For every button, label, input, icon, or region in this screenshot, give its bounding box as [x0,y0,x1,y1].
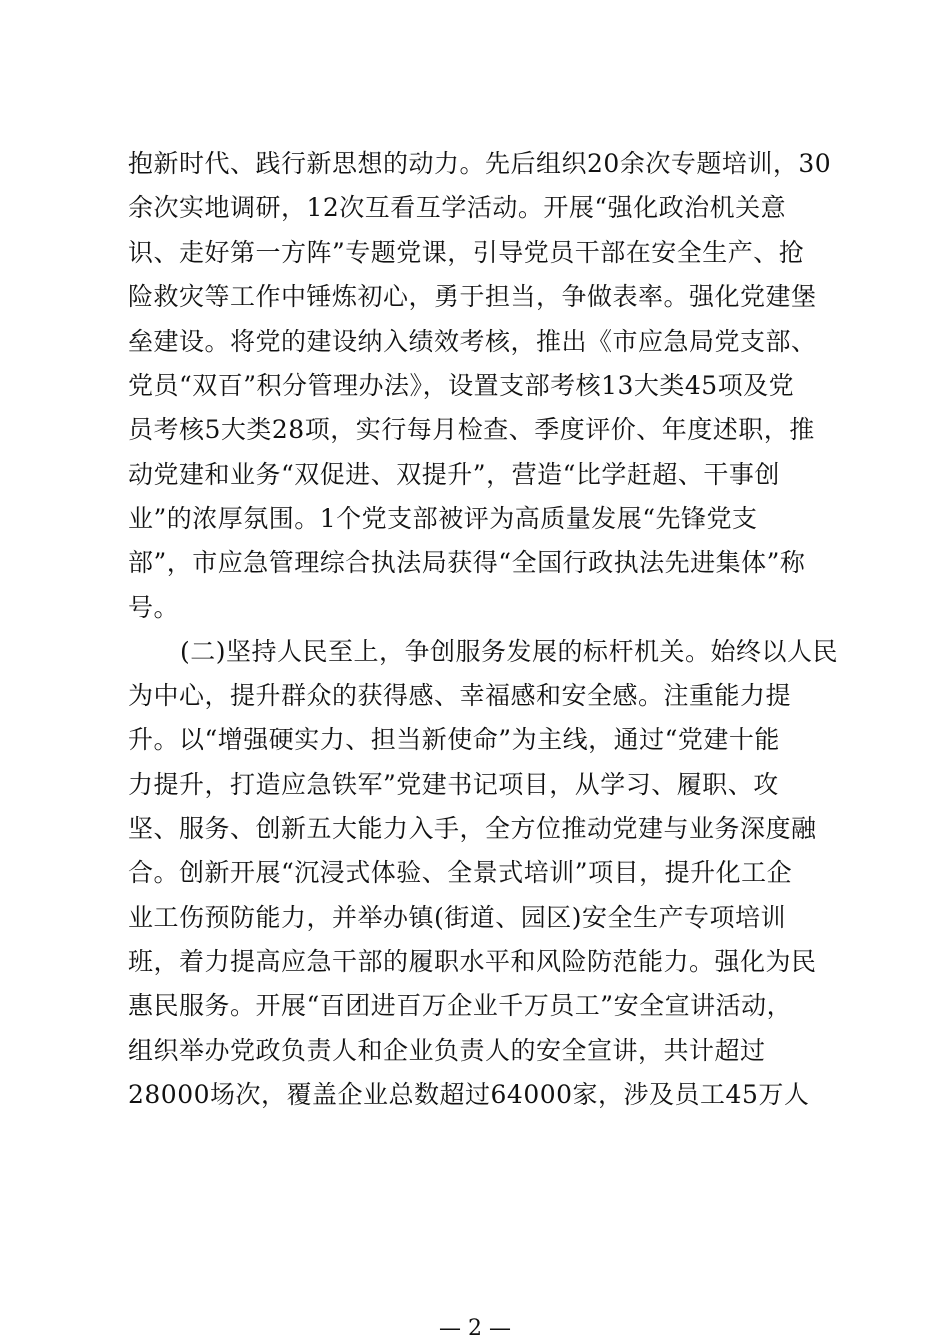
page-number: — 2 — [439,1316,511,1341]
text-line-18: 业工伤预防能力，并举办镇(街道、园区)安全生产专项培训 [128,903,787,932]
text-line-13: 为中心，提升群众的获得感、幸福感和安全感。注重能力提 [128,681,792,710]
text-line-19: 班，着力提高应急干部的履职水平和风险防范能力。强化为民 [128,947,817,976]
text-line-1: 抱新时代、践行新思想的动力。先后组织20余次专题培训，30 [128,149,832,178]
text-line-14: 升。以“增强硬实力、担当新使命”为主线，通过“党建十能 [128,725,780,754]
text-line-11: 号。 [128,593,180,622]
text-line-9: 业”的浓厚氛围。1个党支部被评为高质量发展“先锋党支 [128,504,758,533]
text-line-17: 合。创新开展“沉浸式体验、全景式培训”项目，提升化工企 [128,858,793,887]
text-line-21: 组织举办党政负责人和企业负责人的安全宣讲，共计超过 [128,1036,766,1065]
text-line-4: 险救灾等工作中锤炼初心，勇于担当，争做表率。强化党建堡 [128,282,817,311]
section-heading-line: (二)坚持人民至上，争创服务发展的标杆机关。始终以人民 [180,637,839,666]
text-line-7: 员考核5大类28项，实行每月检查、季度评价、年度述职，推 [128,415,815,444]
text-line-15: 力提升，打造应急铁军”党建书记项目，从学习、履职、攻 [128,770,779,799]
text-line-5: 垒建设。将党的建设纳入绩效考核，推出《市应急局党支部、 [128,327,817,356]
text-line-16: 坚、服务、创新五大能力入手，全方位推动党建与业务深度融 [128,814,817,843]
text-line-2: 余次实地调研，12次互看互学活动。开展“强化政治机关意 [128,193,787,222]
text-line-3: 识、走好第一方阵”专题党课，引导党员干部在安全生产、抢 [128,238,805,267]
text-line-10: 部”，市应急管理综合执法局获得“全国行政执法先进集体”称 [128,548,806,577]
text-line-6: 党员“双百”积分管理办法》，设置支部考核13大类45项及党 [128,371,795,400]
text-line-20: 惠民服务。开展“百团进百万企业千万员工”安全宣讲活动， [128,991,793,1020]
text-line-22: 28000场次，覆盖企业总数超过64000家，涉及员工45万人 [128,1080,810,1109]
text-line-8: 动党建和业务“双促进、双提升”，营造“比学赶超、干事创 [128,460,780,489]
